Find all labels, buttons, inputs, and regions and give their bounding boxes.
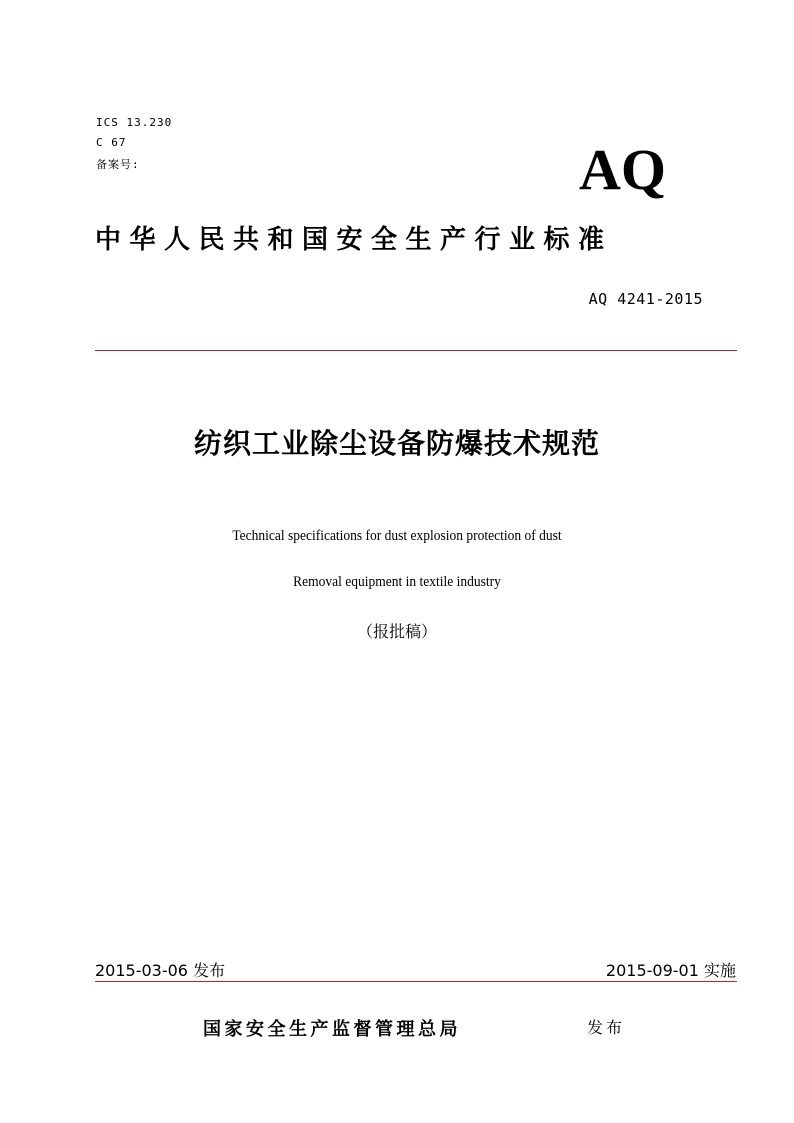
implementation-date: 2015-09-01 实施 — [605, 961, 736, 980]
issuing-authority: 国家安全生产监督管理总局 — [203, 1019, 461, 1040]
record-number-label: 备案号: — [96, 158, 140, 171]
document-title-en-line2: Removal equipment in textile industry — [293, 574, 501, 590]
document-title-cn: 纺织工业除尘设备防爆技术规范 — [193, 427, 600, 460]
aq-logo: AQ — [579, 137, 666, 202]
document-title-en-line1: Technical specifications for dust explosion protection of dust — [232, 528, 562, 544]
publish-date: 2015-03-06 发布 — [95, 961, 226, 980]
issue-label: 发布 — [587, 1018, 626, 1037]
ics-code: ICS 13.230 — [96, 116, 173, 129]
standard-category-title: 中华人民共和国安全生产行业标准 — [95, 225, 613, 255]
top-divider — [95, 350, 737, 351]
draft-status: （报批稿） — [356, 622, 437, 641]
bottom-divider — [95, 981, 737, 982]
classification-code: C 67 — [96, 136, 127, 149]
standard-number: AQ 4241-2015 — [588, 290, 703, 308]
